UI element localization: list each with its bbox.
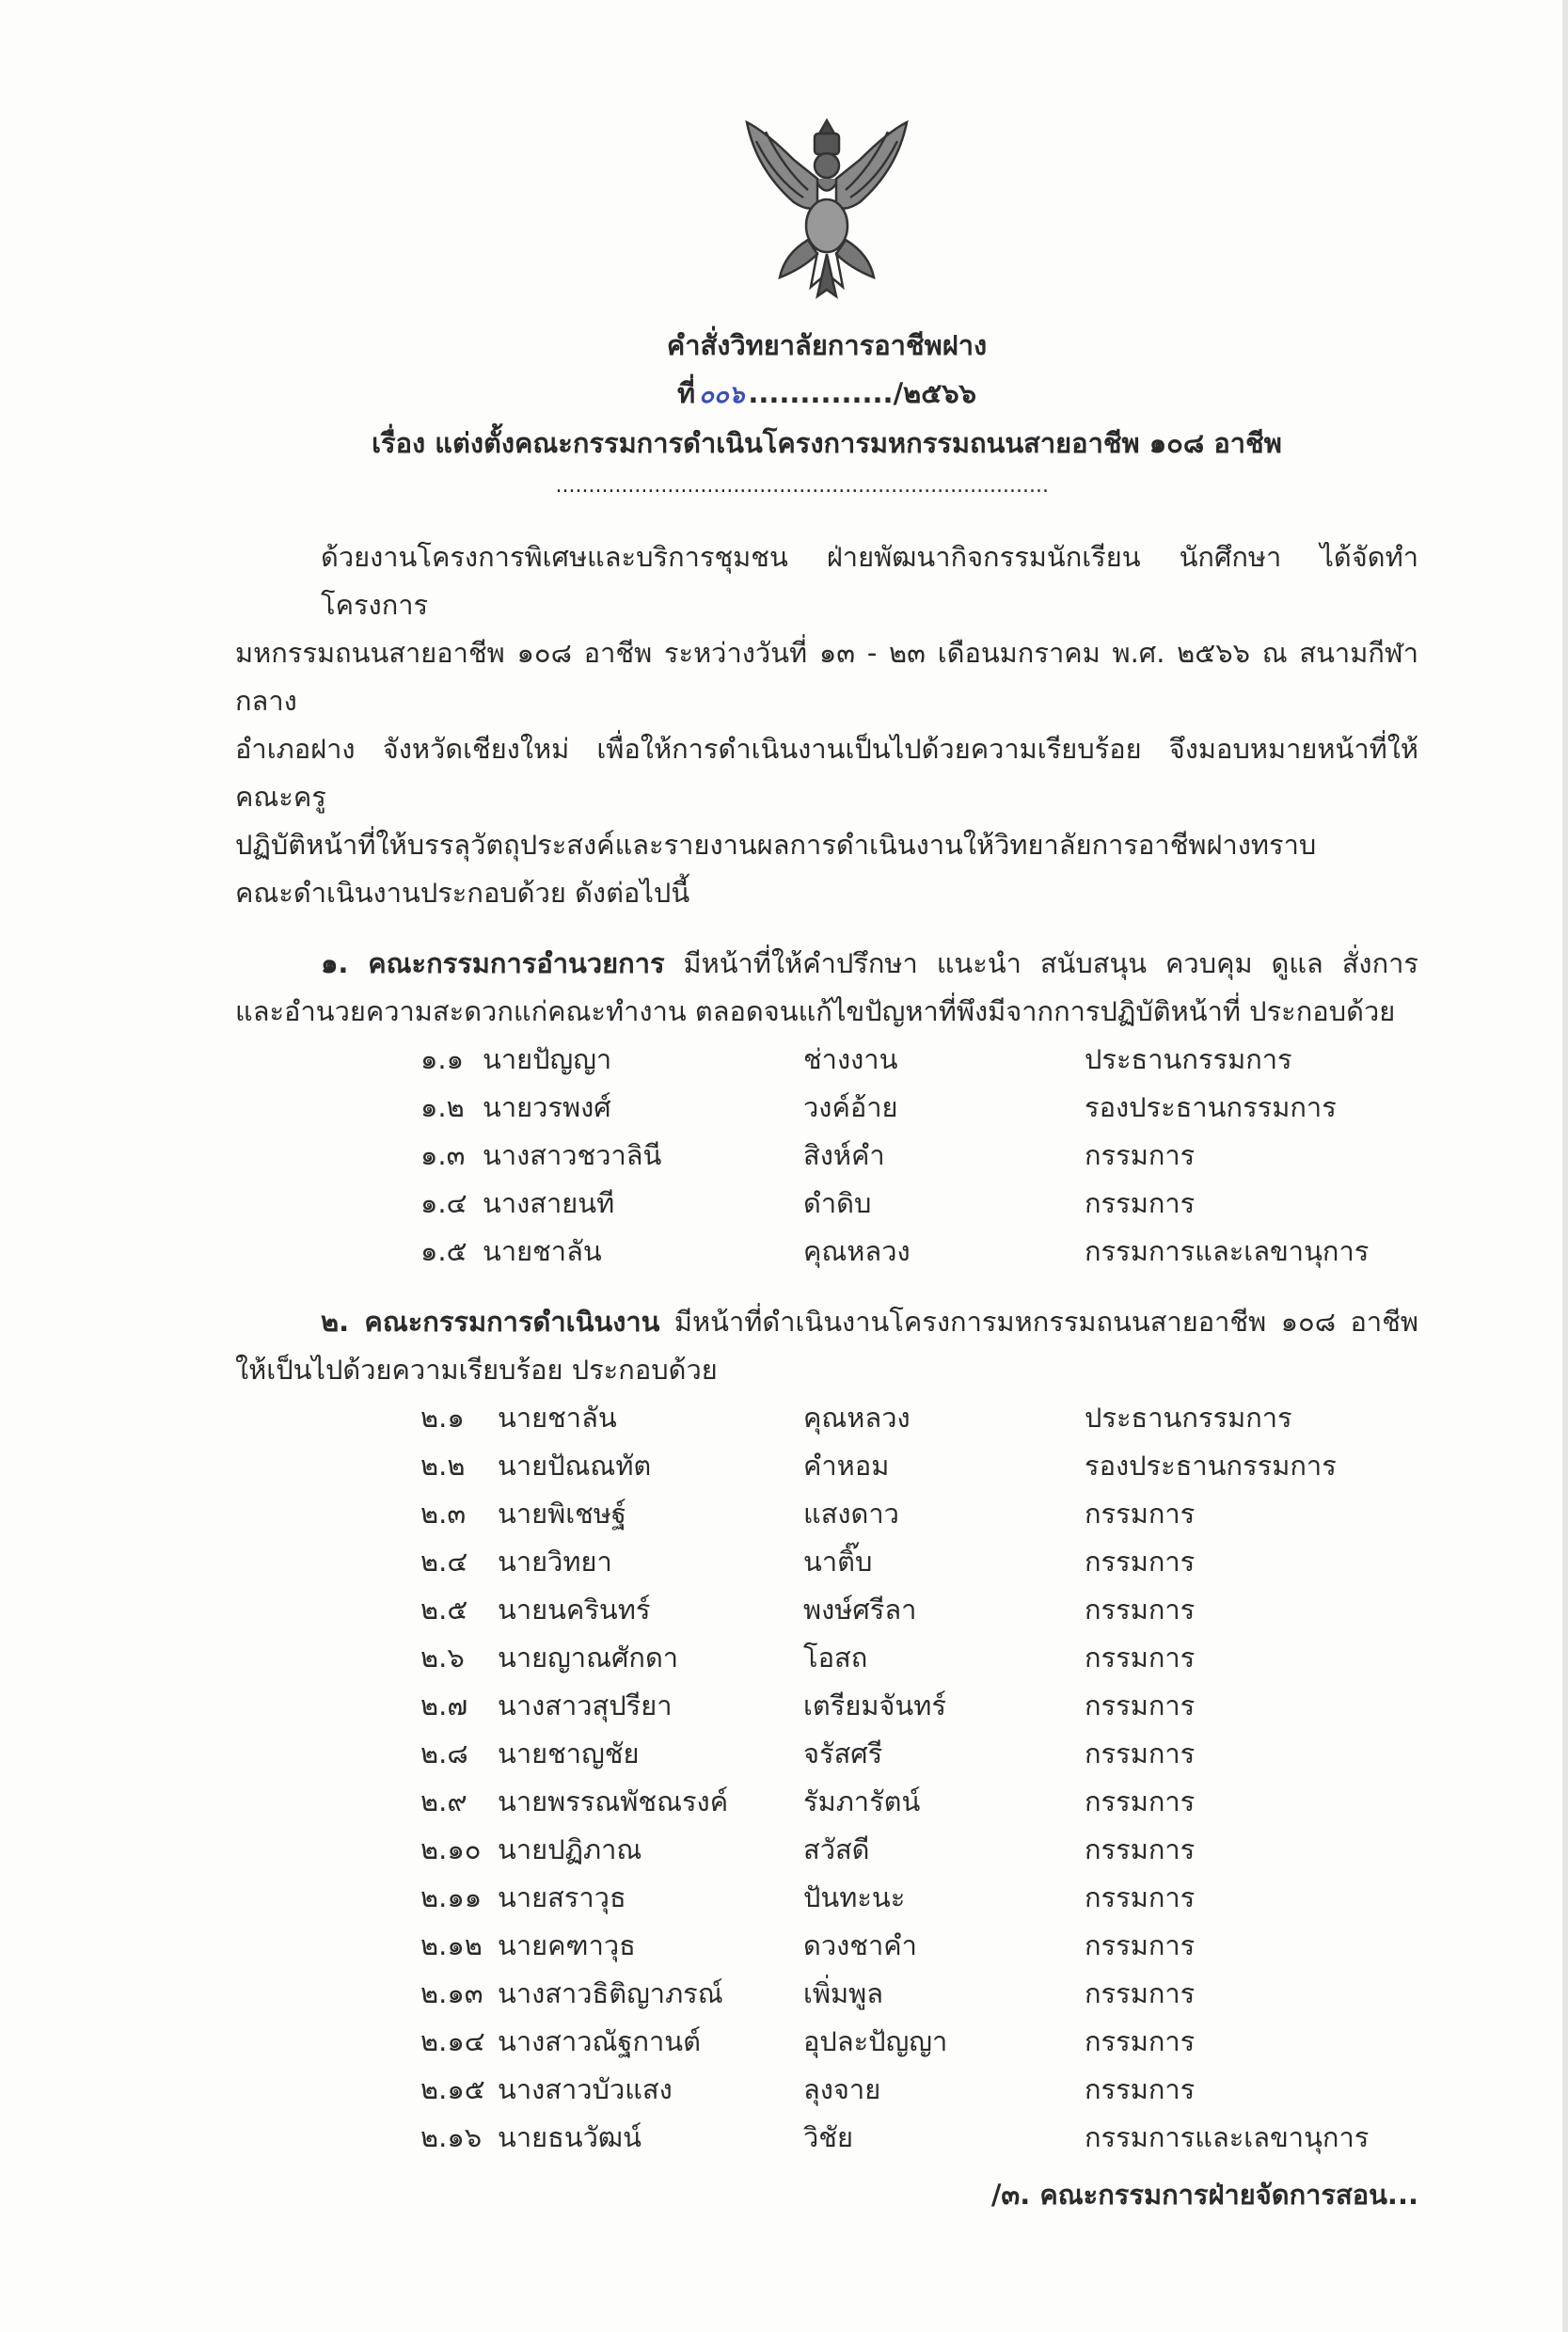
member-number: ๒.๔ (420, 1546, 468, 1578)
member-role: กรรมการ (1085, 1737, 1196, 1769)
member-surname: สวัสดี (803, 1833, 870, 1865)
member-row (235, 1538, 1418, 1586)
member-number: ๒.๑๓ (420, 1977, 483, 2009)
member-role: กรรมการ (1085, 1498, 1196, 1530)
member-name: นายพรรณพัชณรงค์ (498, 1785, 729, 1817)
member-surname: แสงดาว (803, 1498, 899, 1530)
member-row (235, 1826, 1418, 1874)
separator-dots: ........................................................................... (555, 474, 1049, 498)
member-row (235, 2114, 1418, 2162)
document-body (235, 0, 1418, 2332)
order-subject: เรื่อง แต่งตั้งคณะกรรมการดำเนินโครงการมหกรรมถนนสายอาชีพ ๑๐๘ อาชีพ (372, 427, 1282, 459)
member-surname: โอสถ (803, 1642, 868, 1674)
member-number: ๒.๖ (420, 1642, 465, 1674)
member-name: นายธนวัฒน์ (498, 2121, 641, 2153)
section2-member-list (235, 1394, 1418, 2162)
member-row (235, 2018, 1418, 2066)
member-name: นางสายนที (483, 1187, 615, 1219)
member-role: กรรมการ (1085, 1642, 1196, 1674)
member-row (235, 1682, 1418, 1730)
member-surname: เพิ่มพูล (803, 1977, 884, 2009)
member-number: ๒.๙ (420, 1785, 467, 1817)
section1-line-1 (235, 940, 1418, 988)
member-number: ๒.๑๒ (420, 1929, 483, 1961)
intro-paragraph (235, 533, 1418, 917)
member-number: ๑.๑ (420, 1043, 465, 1075)
intro-line-2: มหกรรมถนนสายอาชีพ ๑๐๘ อาชีพ ระหว่างวันที่ ๑๓ - ๒๓ เดือนมกราคม พ.ศ. ๒๕๖๖ ณ สนามกีฬากลาง (235, 637, 1418, 717)
member-number: ๒.๗ (420, 1690, 468, 1721)
intro-line-1: ด้วยงานโครงการพิเศษและบริการชุมชน ฝ่ายพัฒนากิจกรรมนักเรียน นักศึกษา ได้จัดทำโครงการ (321, 541, 1418, 621)
member-number: ๒.๑๔ (420, 2025, 485, 2057)
member-role: ประธานกรรมการ (1085, 1043, 1292, 1075)
intro-line-5: คณะดำเนินงานประกอบด้วย ดังต่อไปนี้ (235, 877, 690, 909)
intro-line-4: ปฏิบัติหน้าที่ให้บรรลุวัตถุประสงค์และรายงานผลการดำเนินงานให้วิทยาลัยการอาชีพฝางทราบ (235, 829, 1317, 861)
member-name: นายสราวุธ (498, 1881, 626, 1913)
member-number: ๒.๒ (420, 1450, 466, 1482)
member-row (235, 1084, 1418, 1132)
member-number: ๒.๑๕ (420, 2073, 485, 2105)
member-name: นางสาวสุปรียา (498, 1690, 673, 1721)
member-role: กรรมการ (1085, 1187, 1196, 1219)
member-name: นายปัณณทัต (498, 1450, 652, 1482)
member-row (235, 1394, 1418, 1442)
member-name: นางสาวชวาลินี (483, 1139, 662, 1171)
member-surname: คุณหลวง (803, 1402, 911, 1434)
section1-line-2: และอำนวยความสะดวกแก่คณะทำงาน ตลอดจนแก้ไขปัญหาที่พึงมีจากการปฏิบัติหน้าที่ ประกอบด้วย (235, 995, 1396, 1027)
member-name: นายวรพงศ์ (483, 1091, 611, 1123)
member-number: ๒.๕ (420, 1594, 468, 1626)
section2-desc: มีหน้าที่ดำเนินงานโครงการมหกรรมถนนสายอาชีพ ๑๐๘ อาชีพ (673, 1306, 1418, 1338)
member-name: นายชาญชัย (498, 1737, 640, 1769)
member-surname: เตรียมจันทร์ (803, 1690, 946, 1721)
member-name: นางสาวธิติญาภรณ์ (498, 1977, 723, 2009)
member-role: กรรมการ (1085, 1881, 1196, 1913)
member-number: ๑.๔ (420, 1187, 467, 1219)
member-number: ๒.๑๐ (420, 1833, 482, 1865)
member-row (235, 1036, 1418, 1084)
member-number: ๑.๕ (420, 1235, 467, 1267)
member-row (235, 1874, 1418, 1922)
member-surname: ปันทะนะ (803, 1881, 906, 1913)
member-role: กรรมการ (1085, 1594, 1196, 1626)
member-role: กรรมการและเลขานุการ (1085, 2121, 1370, 2153)
number-year: /๒๕๖๖ (893, 377, 977, 409)
section1-member-list (235, 1036, 1418, 1276)
member-role: กรรมการ (1085, 1690, 1196, 1721)
member-row (235, 1634, 1418, 1682)
member-name: นายชาลัน (483, 1235, 602, 1267)
member-role: กรรมการ (1085, 1785, 1196, 1817)
member-surname: ลุงจาย (803, 2073, 881, 2105)
page-edge (1562, 0, 1568, 2332)
member-name: นายพิเชษฐ์ (498, 1498, 626, 1530)
member-name: นายญาณศักดา (498, 1642, 679, 1674)
member-number: ๒.๑ (420, 1402, 465, 1434)
number-prefix: ที่ (676, 377, 696, 409)
member-role: กรรมการ (1085, 1546, 1196, 1578)
member-surname: จรัสศรี (803, 1737, 883, 1769)
section2 (235, 1298, 1418, 2162)
member-surname: ดำดิบ (803, 1187, 872, 1219)
member-row (235, 1490, 1418, 1538)
member-name: นายวิทยา (498, 1546, 612, 1578)
member-number: ๑.๒ (420, 1091, 465, 1123)
member-role: กรรมการ (1085, 1139, 1196, 1171)
member-surname: คุณหลวง (803, 1235, 911, 1267)
member-surname: รัมภารัตน์ (803, 1785, 921, 1817)
garuda-emblem (728, 113, 926, 301)
member-name: นายคฑาวุธ (498, 1929, 636, 1961)
member-row (235, 1586, 1418, 1634)
member-role: กรรมการ (1085, 1833, 1196, 1865)
section1 (235, 940, 1418, 1276)
member-role: กรรมการและเลขานุการ (1085, 1235, 1370, 1267)
member-role: กรรมการ (1085, 1929, 1196, 1961)
member-row (235, 1970, 1418, 2018)
member-row (235, 1730, 1418, 1778)
member-surname: ดวงชาคำ (803, 1929, 917, 1961)
section2-line-2: ให้เป็นไปด้วยความเรียบร้อย ประกอบด้วย (235, 1354, 718, 1386)
member-role: รองประธานกรรมการ (1085, 1450, 1337, 1482)
member-number: ๒.๘ (420, 1737, 468, 1769)
section1-heading: ๑. คณะกรรมการอำนวยการ (321, 947, 665, 979)
member-surname: คำหอม (803, 1450, 890, 1482)
order-number (235, 370, 1418, 420)
section2-line-1 (235, 1298, 1418, 1346)
member-surname: สิงห์คำ (803, 1139, 885, 1171)
member-name: นายปัญญา (483, 1043, 612, 1075)
member-row (235, 1442, 1418, 1490)
member-surname: พงษ์ศรีลา (803, 1594, 917, 1626)
member-role: กรรมการ (1085, 2025, 1196, 2057)
handwritten-number: ๐๐๖ (699, 381, 745, 409)
member-surname: วงค์อ้าย (803, 1091, 898, 1123)
member-row (235, 1228, 1418, 1276)
number-dots: .............. (748, 377, 894, 409)
emblem-area (235, 113, 1418, 301)
member-surname: วิชัย (803, 2121, 853, 2153)
member-surname: อุปละปัญญา (803, 2025, 948, 2057)
member-name: นายชาลัน (498, 1402, 617, 1434)
continuation-note: /๓. คณะกรรมการฝ่ายจัดการสอน... (990, 2179, 1418, 2211)
section1-desc: มีหน้าที่ให้คำปรึกษา แนะนำ สนับสนุน ควบคุม ดูแล สั่งการ (683, 947, 1418, 979)
order-title: คำสั่งวิทยาลัยการอาชีพฝาง (666, 329, 988, 361)
member-role: กรรมการ (1085, 2073, 1196, 2105)
member-name: นางสาวบัวแสง (498, 2073, 673, 2105)
member-name: นางสาวณัฐกานต์ (498, 2025, 701, 2057)
member-number: ๒.๑๖ (420, 2121, 483, 2153)
section2-heading: ๒. คณะกรรมการดำเนินงาน (321, 1306, 660, 1338)
member-role: กรรมการ (1085, 1977, 1196, 2009)
member-role: รองประธานกรรมการ (1085, 1091, 1337, 1123)
member-surname: นาติ๊บ (803, 1546, 873, 1578)
member-number: ๒.๓ (420, 1498, 467, 1530)
member-row (235, 1922, 1418, 1970)
intro-line-3: อำเภอฝาง จังหวัดเชียงใหม่ เพื่อให้การดำเนินงานเป็นไปด้วยความเรียบร้อย จึงมอบหมายหน้าที่ให้คณะครู (235, 733, 1418, 813)
member-name: นายปฏิภาณ (498, 1833, 642, 1865)
member-role: ประธานกรรมการ (1085, 1402, 1292, 1434)
member-name: นายนครินทร์ (498, 1594, 651, 1626)
member-surname: ช่างงาน (803, 1043, 898, 1075)
member-row (235, 2066, 1418, 2114)
member-number: ๒.๑๑ (420, 1881, 483, 1913)
member-row (235, 1132, 1418, 1180)
member-row (235, 1778, 1418, 1826)
member-row (235, 1180, 1418, 1228)
member-number: ๑.๓ (420, 1139, 466, 1171)
